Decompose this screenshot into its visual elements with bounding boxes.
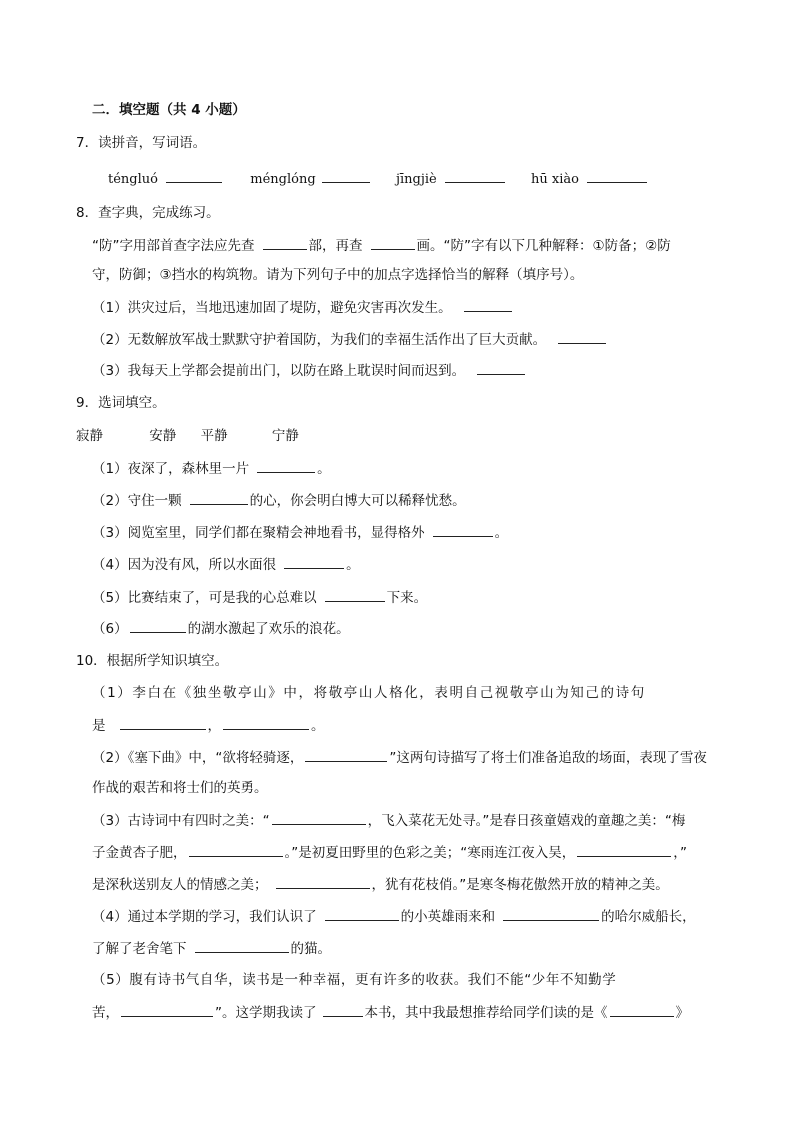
q10-text: ”这两句诗描写了将士们准备追敌的场面，表现了雪夜	[389, 750, 707, 766]
q8-intro-line2: 守，防御；③挡水的构筑物。请为下列句子中的加点字选择恰当的解释（填序号）。	[92, 267, 584, 283]
q9-word-bank	[76, 426, 299, 446]
q9-sentence-2	[92, 490, 466, 511]
q8-text: 画。“防”字有以下几种解释：①防备；②防	[416, 238, 671, 254]
blank-q9-5[interactable]	[325, 587, 385, 602]
blank-q8-strokes[interactable]	[371, 235, 415, 250]
q10-text: （3）古诗词中有四时之美：“	[92, 813, 270, 829]
blank-q7-4[interactable]	[587, 168, 647, 183]
q9-text: 。	[494, 525, 509, 541]
q8-text: 部，再查	[308, 238, 363, 254]
blank-q9-3[interactable]	[433, 522, 493, 537]
q10-p2-line1	[92, 747, 707, 768]
blank-q10-1a[interactable]	[120, 715, 206, 730]
blank-q10-4a[interactable]	[325, 906, 399, 921]
blank-q7-1[interactable]	[166, 168, 222, 183]
q10-text: 苦，	[92, 1005, 119, 1021]
q10-text: ，	[207, 718, 221, 734]
q10-p4-line1	[92, 906, 696, 927]
q10-text: ，犹有花枝俏。”是寒冬梅花傲然开放的精神之美。	[371, 877, 669, 893]
q9-sentence-1	[92, 458, 331, 479]
pinyin-2: ménglóng	[250, 172, 316, 187]
q10-text: （2）《塞下曲》中，“欲将轻骑逐，	[92, 750, 304, 766]
q10-text: 的小英雄雨来和	[400, 909, 496, 925]
q10-title: 10．根据所学知识填空。	[76, 653, 229, 669]
pinyin-3: jīngjiè	[395, 172, 437, 187]
q10-p1-line2	[92, 715, 325, 736]
blank-q8-3[interactable]	[477, 360, 525, 375]
blank-q9-1[interactable]	[257, 458, 315, 473]
q10-text: 的猫。	[290, 941, 331, 957]
blank-q7-2[interactable]	[322, 168, 370, 183]
blank-q10-1b[interactable]	[223, 715, 309, 730]
q10-text: 是	[92, 718, 106, 734]
q8-title: 8．查字典，完成练习。	[76, 205, 220, 221]
q10-text: 的哈尔威船长，	[601, 909, 696, 925]
q8-sentence-3	[92, 360, 527, 381]
q9-text: 。	[346, 557, 360, 573]
blank-q10-2[interactable]	[305, 747, 387, 762]
q9-text: （2）守住一颗	[92, 493, 182, 509]
q10-p2-line2: 作战的艰苦和将士们的英勇。	[92, 780, 268, 796]
q7-pinyin-row	[108, 168, 649, 190]
q9-text: 的心，你会明白博大可以稀释忧愁。	[249, 493, 466, 509]
blank-q9-2[interactable]	[190, 490, 248, 505]
blank-q10-3c[interactable]	[577, 842, 671, 857]
q10-text: 。”是初夏田野里的色彩之美；“寒雨连江夜入吴，	[284, 845, 576, 861]
blank-q10-3d[interactable]	[276, 874, 370, 889]
q10-text: 本书，其中我最想推荐给同学们读的是《	[364, 1005, 608, 1021]
q10-text: 子金黄杏子肥，	[92, 845, 187, 861]
blank-q9-4[interactable]	[284, 554, 344, 569]
blank-q8-radical[interactable]	[263, 235, 307, 250]
q9-text: （4）因为没有风，所以水面很	[92, 557, 277, 573]
word-option: 宁静	[271, 428, 299, 444]
blank-q10-5b[interactable]	[323, 1002, 363, 1017]
section-heading: 二．填空题（共 4 小题）	[92, 102, 246, 118]
q10-text: 》	[675, 1005, 689, 1021]
q8-s3-text: （3）我每天上学都会提前出门，以防在路上耽误时间而迟到。	[92, 363, 466, 379]
q10-p1-line1: （1）李白在《独坐敬亭山》中，将敬亭山人格化，表明自己视敬亭山为知己的诗句	[92, 685, 646, 701]
q10-p3-line3	[92, 874, 669, 895]
q10-text: ，”	[673, 845, 687, 861]
q10-p5-line1: （5）腹有诗书气自华，读书是一种幸福，更有许多的收获。我们不能“少年不知勤学	[92, 972, 617, 988]
q10-p4-line2	[92, 938, 331, 959]
q10-p3-line1	[92, 810, 685, 831]
blank-q10-5c[interactable]	[610, 1002, 674, 1017]
q10-text: ”。这学期我读了	[215, 1005, 317, 1021]
q10-text: 。	[311, 718, 325, 734]
q9-sentence-3	[92, 522, 508, 543]
q8-text: “防”字用部首查字法应先查	[92, 238, 255, 254]
q10-text: 了解了老舍笔下	[92, 941, 187, 957]
q10-text: 是深秋送别友人的情感之美；	[92, 877, 268, 893]
q10-text: （4）通过本学期的学习，我们认识了	[92, 909, 317, 925]
word-option: 平静	[200, 428, 228, 444]
q8-sentence-1	[92, 297, 514, 318]
pinyin-4: hū xiào	[531, 172, 579, 187]
q8-sentence-2	[92, 329, 608, 350]
word-option: 寂静	[76, 428, 103, 444]
q9-text: 下来。	[386, 590, 428, 606]
q9-text: （3）阅览室里，同学们都在聚精会神地看书，显得格外	[92, 525, 425, 541]
blank-q8-1[interactable]	[464, 297, 512, 312]
blank-q10-5a[interactable]	[121, 1002, 213, 1017]
q8-s1-text: （1）洪灾过后，当地迅速加固了堤防，避免灾害再次发生。	[92, 300, 452, 316]
blank-q7-3[interactable]	[445, 168, 505, 183]
q9-text: 。	[317, 461, 331, 477]
q9-sentence-4	[92, 554, 360, 575]
q9-title: 9．选词填空。	[76, 395, 166, 411]
q9-text: 的湖水激起了欢乐的浪花。	[187, 621, 350, 637]
blank-q10-4b[interactable]	[503, 906, 599, 921]
q9-text: （5）比赛结束了，可是我的心总难以	[92, 590, 317, 606]
blank-q10-4c[interactable]	[195, 938, 289, 953]
q8-intro-line1	[92, 235, 671, 256]
q9-text: （6）	[92, 621, 128, 637]
q9-text: （1）夜深了，森林里一片	[92, 461, 250, 477]
q7-title: 7．读拼音，写词语。	[76, 135, 207, 151]
blank-q9-6[interactable]	[130, 618, 186, 633]
q8-s2-text: （2）无数解放军战士默默守护着国防，为我们的幸福生活作出了巨大贡献。	[92, 332, 547, 348]
q9-sentence-6	[92, 618, 350, 639]
q10-text: ，飞入菜花无处寻。”是春日孩童嬉戏的童趣之美：“梅	[367, 813, 686, 829]
q9-sentence-5	[92, 587, 427, 608]
q10-p3-line2	[92, 842, 687, 863]
pinyin-1: téngluó	[108, 172, 158, 187]
word-option: 安静	[149, 428, 177, 444]
blank-q10-3a[interactable]	[272, 810, 366, 825]
q10-p5-line2	[92, 1002, 689, 1023]
blank-q8-2[interactable]	[558, 329, 606, 344]
blank-q10-3b[interactable]	[189, 842, 283, 857]
